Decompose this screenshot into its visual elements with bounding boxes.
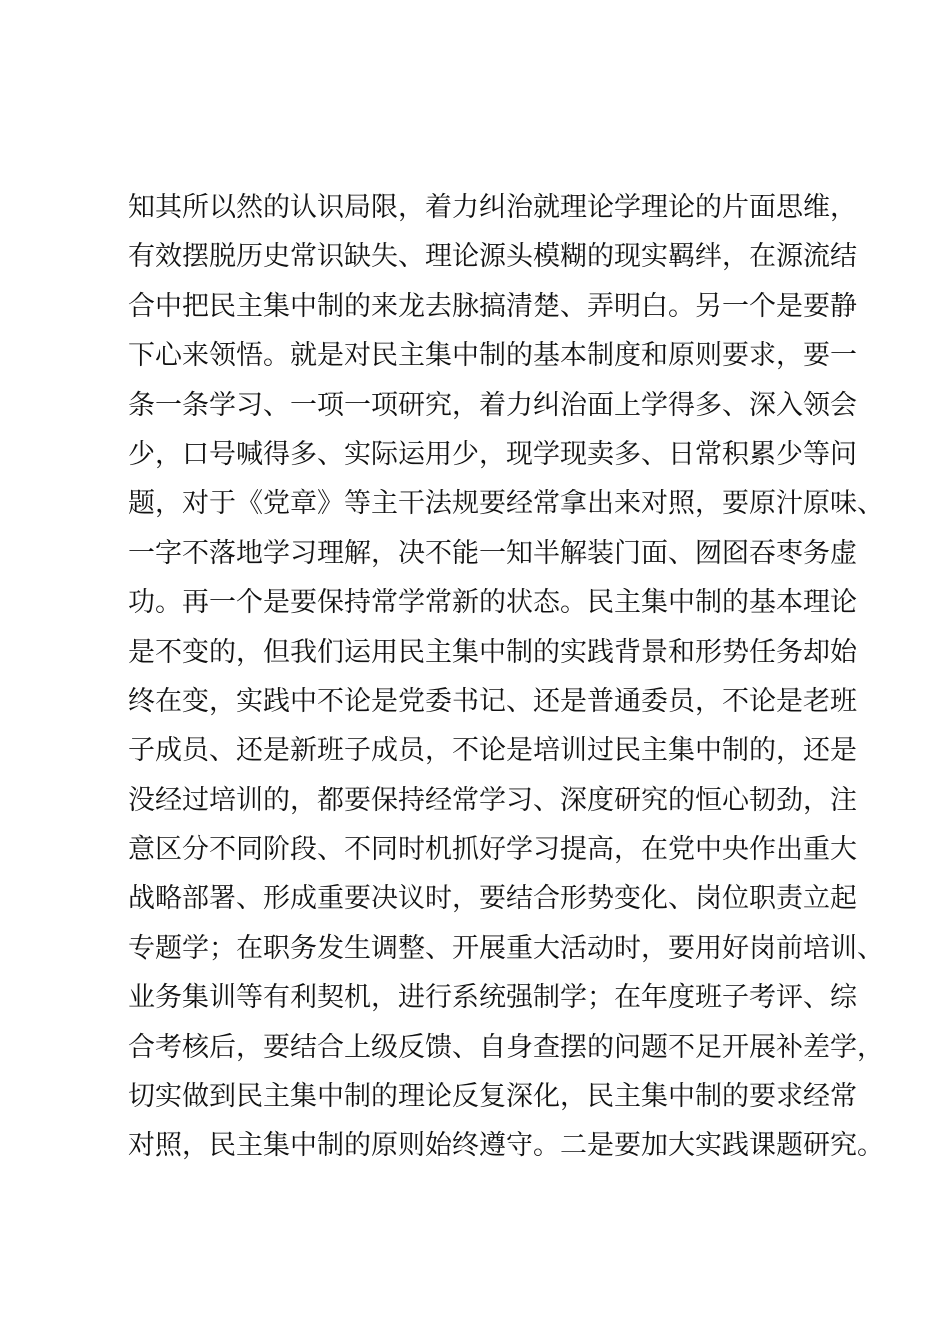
text-line: 题，对于《党章》等主干法规要经常拿出来对照，要原汁原味、 (128, 488, 884, 520)
text-line: 业务集训等有利契机，进行系统强制学；在年度班子考评、综 (128, 982, 857, 1014)
text-line: 少，口号喊得多、实际运用少，现学现卖多、日常积累少等问 (128, 438, 857, 470)
text-line: 条一条学习、一项一项研究，着力纠治面上学得多、深入领会 (128, 389, 857, 421)
text-line: 一字不落地学习理解，决不能一知半解装门面、囫囵吞枣务虚 (128, 537, 857, 569)
text-line: 功。再一个是要保持常学常新的状态。民主集中制的基本理论 (128, 587, 857, 619)
text-line: 子成员、还是新班子成员，不论是培训过民主集中制的，还是 (128, 735, 857, 767)
body-paragraph (128, 183, 884, 1171)
text-line: 专题学；在职务发生调整、开展重大活动时，要用好岗前培训、 (128, 932, 884, 964)
text-line: 合中把民主集中制的来龙去脉搞清楚、弄明白。另一个是要静 (128, 290, 857, 322)
text-line: 知其所以然的认识局限，着力纠治就理论学理论的片面思维， (128, 192, 857, 223)
text-line: 终在变，实践中不论是党委书记、还是普通委员，不论是老班 (128, 685, 857, 717)
text-line: 没经过培训的，都要保持经常学习、深度研究的恒心韧劲，注 (128, 784, 857, 816)
text-line: 对照，民主集中制的原则始终遵守。二是要加大实践课题研究。 (128, 1130, 884, 1162)
text-line: 下心来领悟。就是对民主集中制的基本制度和原则要求，要一 (128, 340, 857, 372)
text-line: 战略部署、形成重要决议时，要结合形势变化、岗位职责立起 (128, 883, 857, 915)
text-line: 有效摆脱历史常识缺失、理论源头模糊的现实羁绊，在源流结 (128, 241, 857, 273)
text-line: 意区分不同阶段、不同时机抓好学习提高，在党中央作出重大 (128, 834, 857, 866)
text-line: 合考核后，要结合上级反馈、自身查摆的问题不足开展补差学， (128, 1031, 884, 1063)
text-line: 是不变的，但我们运用民主集中制的实践背景和形势任务却始 (128, 636, 857, 668)
text-line: 切实做到民主集中制的理论反复深化，民主集中制的要求经常 (128, 1081, 857, 1113)
